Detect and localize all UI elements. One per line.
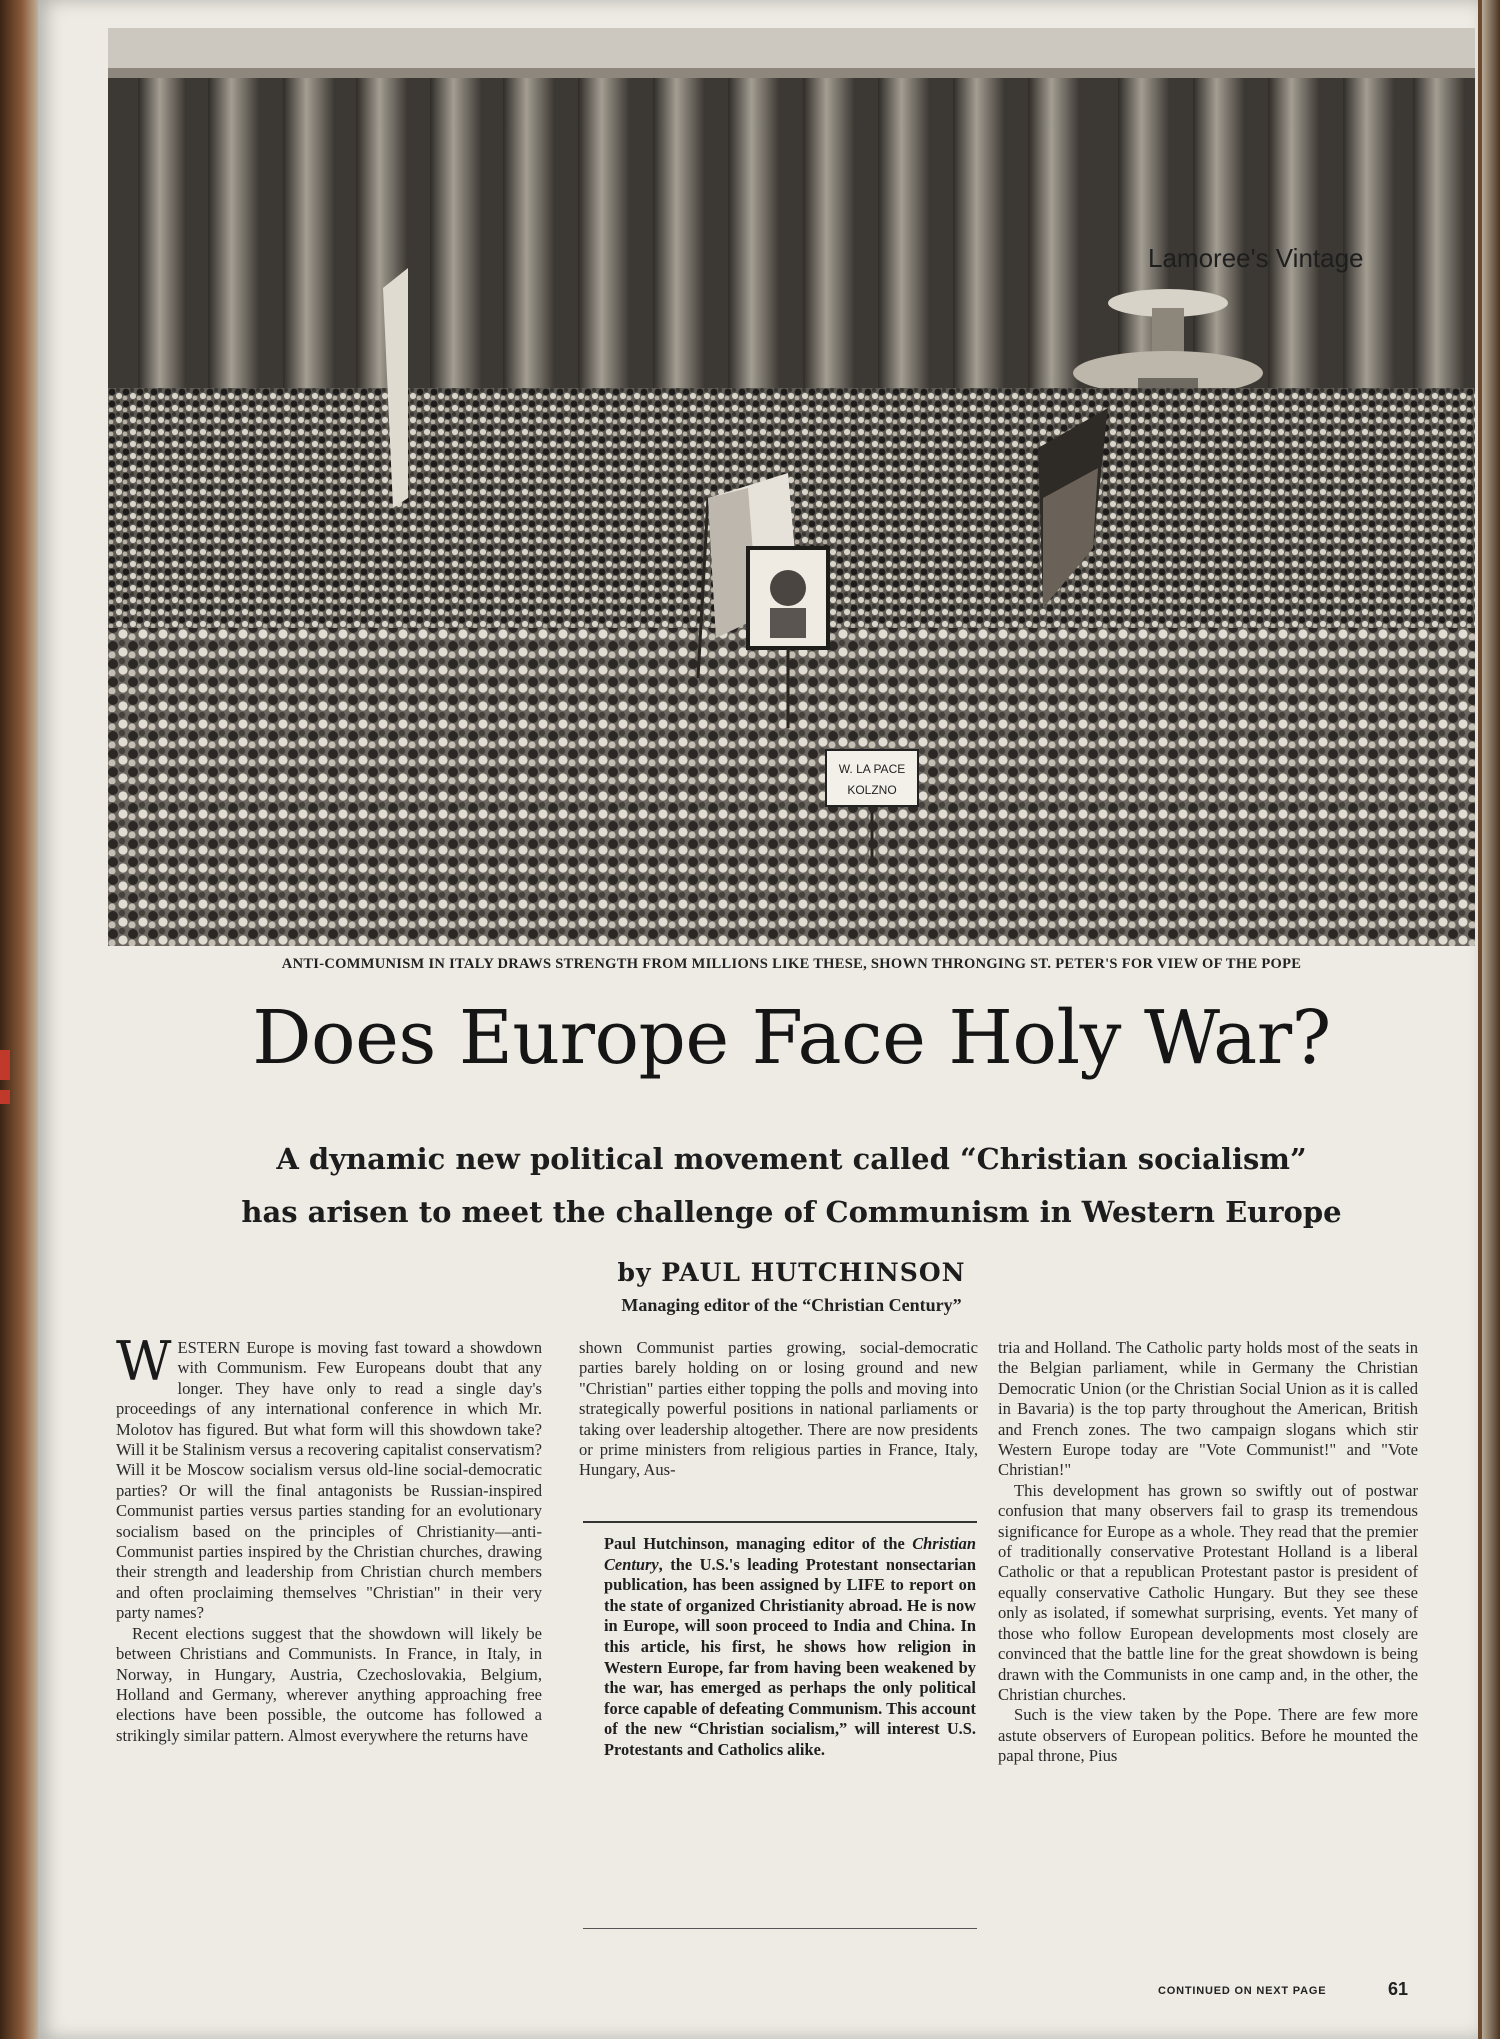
continued-notice: CONTINUED ON NEXT PAGE (1158, 1985, 1327, 1997)
binding-edge-left (0, 0, 40, 2039)
paragraph: Such is the view taken by the Pope. There are few more astute observers of European politics. Before he mounted the papal throne, Pius (998, 1705, 1418, 1766)
facing-page-red-edge (0, 1090, 10, 1104)
byline-title: Managing editor of the “Christian Century” (621, 1295, 962, 1315)
byline: by PAUL HUTCHINSON (617, 1258, 966, 1287)
paragraph (116, 1330, 542, 1624)
column-3 (998, 1338, 1418, 1767)
crowd-photo (108, 28, 1475, 946)
sidebar-bottom-rule (583, 1928, 977, 1929)
watermark-text: Lamoree's Vintage (1148, 243, 1364, 273)
publication-name: Christian Century (604, 1534, 976, 1574)
crowd-photo-illustration (108, 28, 1475, 946)
paragraph: shown Communist parties growing, social-democratic parties barely holding on or losing ground and new "Christian" parties either topping the polls and moving into strategically powerful positions in national parliaments or taking over leadership altogether. There are now presidents or prime ministers from religious parties in France, Italy, Hungary, Aus- (579, 1338, 978, 1480)
column-1 (116, 1330, 542, 1746)
sign-text-line2: KOLZNO (847, 783, 897, 797)
page-number: 61 (1388, 1979, 1409, 1999)
article-headline: Does Europe Face Holy War? (252, 995, 1331, 1081)
sign-text-line1: W. LA PACE (838, 762, 906, 776)
deck-line-1: A dynamic new political movement called “Christian socialism” (276, 1142, 1307, 1176)
paragraph: Recent elections suggest that the showdown will likely be between Christians and Communists. In France, in Italy, in Norway, in Hungary, Austria, Czechoslovakia, Belgium, Holland and Germany, wherever anything approaching free elections have been possible, the outcome has followed a strikingly similar pattern. Almost everywhere the returns have (116, 1623, 542, 1745)
drop-cap: W (116, 1330, 172, 1393)
magazine-page (38, 0, 1478, 2039)
author-note-text: , the U.S.'s leading Protestant nonsectarian publication, has been assigned by LIFE to report on the state of organized Christianity abroad. He is now in Europe, will soon proceed to India and China. In this article, his first, he shows how religion in Western Europe, far from having been weakened by the war, has emerged as perhaps the only political force capable of defeating Communism. This account of the new “Christian socialism,” will interest U.S. Protestants and Catholics alike. (604, 1554, 976, 1759)
paragraph-text: ESTERN Europe is moving fast toward a showdown with Communism. Few Europeans doubt that any longer. They have only to read a single day's proceedings of any international conference in which Mr. Molotov has figured. But what form will this showdown take? Will it be Stalinism versus a recovering capitalist conservatism? Will it be Moscow socialism versus old-line social-democratic parties? Or will the final antagonists be Russian-inspired Communist parties versus parties standing for an evolutionary socialism based on the principles of Christianity—anti-Communist parties inspired by the Christian churches, drawing their strength and leadership from Christian church members and often proclaiming themselves "Christian" in their very party names? (116, 1338, 542, 1623)
sidebar-top-rule (583, 1521, 977, 1523)
photo-caption: ANTI-COMMUNISM IN ITALY DRAWS STRENGTH FROM MILLIONS LIKE THESE, SHOWN THRONGING ST. PETER'S FOR VIEW OF THE POPE (281, 956, 1302, 972)
paragraph: tria and Holland. The Catholic party holds most of the seats in the Belgian parliament, while in Germany the Christian Democratic Union (or the Christian Social Union as it is called in Bavaria) is the top party throughout the American, British and French zones. The two campaign slogans which stir Western Europe today are "Vote Communist!" and "Vote Christian!" (998, 1338, 1418, 1480)
binding-edge-right (1482, 0, 1500, 2039)
facing-page-red-edge (0, 1050, 10, 1080)
article-deck (108, 1133, 1475, 1239)
deck-line-2: has arisen to meet the challenge of Communism in Western Europe (241, 1195, 1342, 1229)
column-2 (579, 1338, 978, 1481)
author-note-box (604, 1534, 976, 1761)
paragraph: This development has grown so swiftly out of postwar confusion that many observers fail to grasp its tremendous significance for Europe as a whole. They read that the premier of traditionally conservative Protestant Holland is a liberal Catholic or that a republican Protestant pastor is president of equally conservative Catholic Hungary. But they see these only as isolated, if somewhat surprising, events. Yet many of those who follow European developments most closely are convinced that the battle line for the great showdown is being drawn with the Communists in one camp and, in the other, the Christian churches. (998, 1480, 1418, 1704)
author-note-text: Paul Hutchinson, managing editor of the (604, 1534, 913, 1553)
